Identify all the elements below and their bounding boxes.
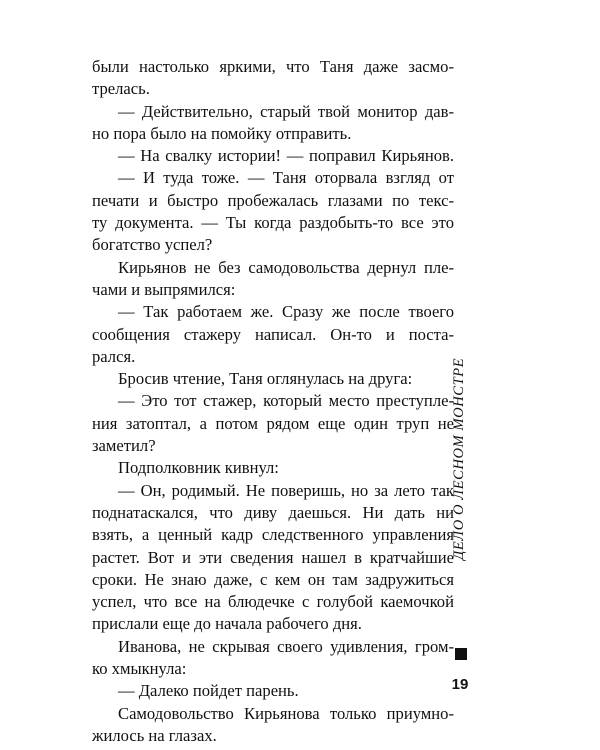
text-line: — Так работаем же. Сразу же после твоего (118, 302, 454, 322)
text-line: Кирьянов не без самодовольства дернул пле- (118, 257, 454, 277)
text-line: ния затоптал, а потом рядом еще один труп не (92, 413, 454, 433)
text-line: Самодовольство Кирьянова только приумно- (118, 703, 454, 723)
text-line: ту документа. — Ты когда раздобыть-то все это (92, 213, 454, 233)
text-line: трелась. (92, 79, 150, 99)
text-line: чами и выпрямился: (92, 279, 236, 299)
text-line: — Он, родимый. Не поверишь, но за лето так (118, 480, 454, 500)
text-line: заметил? (92, 436, 156, 456)
page-text (92, 56, 454, 747)
text-line: Бросив чтение, Таня оглянулась на друга: (118, 369, 413, 389)
text-line: жилось на глазах. (92, 725, 217, 745)
text-line: взять, а ценный кадр следственного управления (92, 525, 454, 545)
text-line: прислали еще до начала рабочего дня. (92, 614, 362, 634)
text-line: — Далеко пойдет парень. (118, 681, 299, 701)
text-line: — Это тот стажер, который место преступле- (118, 391, 454, 411)
text-line: сообщения стажеру написал. Он-то и поста- (92, 324, 454, 344)
text-line: печати и быстро пробежалась глазами по текс- (92, 190, 454, 210)
square-marker-icon (455, 648, 467, 660)
text-line: Иванова, не скрывая своего удивления, гром- (118, 636, 454, 656)
text-line: растет. Вот и эти сведения нашел в кратчайшие (92, 547, 454, 567)
text-line: были настолько яркими, что Таня даже засмо- (92, 57, 454, 76)
text-line: поднатаскался, что диву даешься. Ни дать ни (92, 502, 454, 522)
text-line: богатство успел? (92, 235, 213, 255)
text-line: — И туда тоже. — Таня оторвала взгляд от (118, 168, 454, 188)
page-number: 19 (451, 676, 469, 693)
text-line: Подполковник кивнул: (118, 458, 279, 478)
text-line: ко хмыкнула: (92, 659, 187, 679)
text-line: успел, что все на блюдечке с голубой каемочкой (92, 592, 454, 612)
running-head-title: ДЕЛО О ЛЕСНОМ МОНСТРЕ (451, 357, 467, 560)
text-line: — Действительно, старый твой монитор дав- (118, 101, 454, 121)
text-line: сроки. Не знаю даже, с кем он там задружиться (92, 569, 454, 589)
text-line: но пора было на помойку отправить. (92, 123, 352, 143)
text-line: рался. (92, 346, 136, 366)
text-line: — На свалку истории! — поправил Кирьянов. (118, 146, 454, 166)
